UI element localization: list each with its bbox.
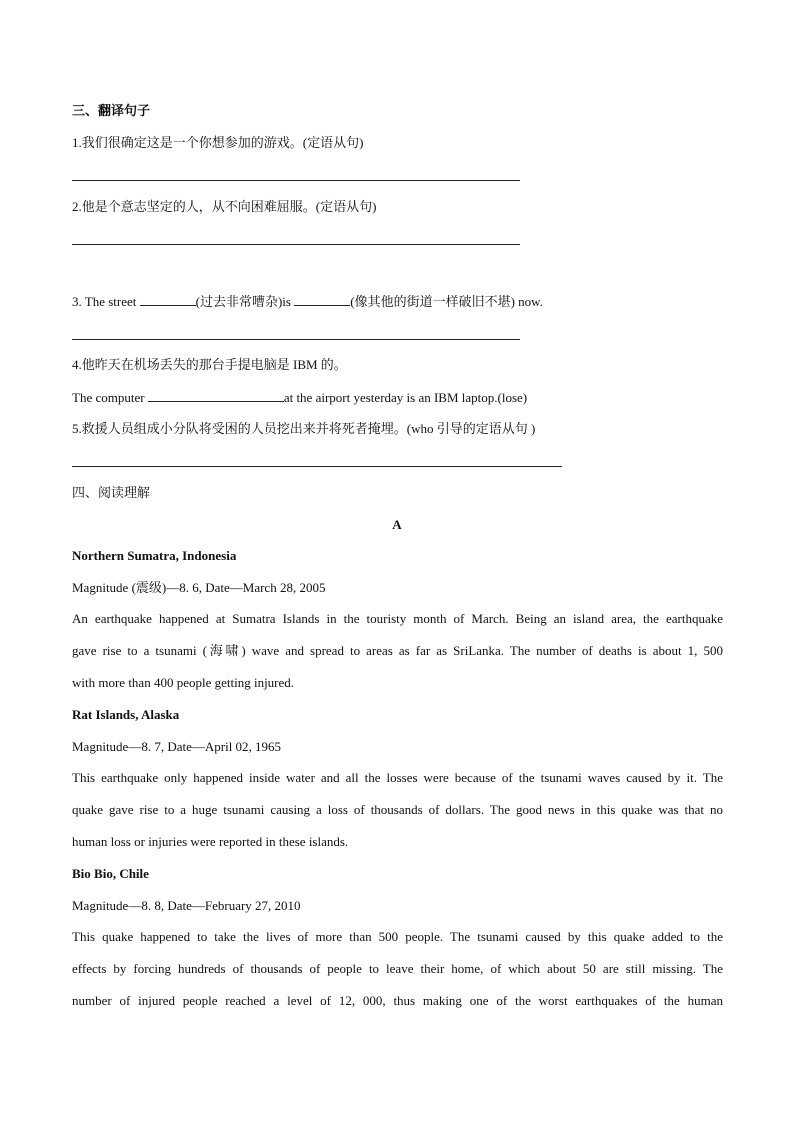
question-3-part-c: (像其他的街道一样破旧不堪) now.	[350, 294, 543, 309]
section-4-heading: 四、阅读理解	[72, 485, 151, 500]
entry-1-body	[72, 603, 723, 699]
question-4: 4.他昨天在机场丢失的那台手提电脑是 IBM 的。	[72, 357, 347, 372]
entry-2-magnitude: Magnitude—8. 7, Date—April 02, 1965	[72, 739, 282, 754]
entry-3-title: Bio Bio, Chile	[72, 866, 149, 881]
question-1: 1.我们很确定这是一个你想参加的游戏。(定语从句)	[72, 135, 364, 150]
question-4-part-b: at the airport yesterday is an IBM laptop.(lose)	[283, 390, 528, 405]
entry-1-title: Northern Sumatra, Indonesia	[72, 548, 237, 563]
question-3	[72, 293, 543, 310]
question-3-part-b: (过去非常嘈杂)is	[195, 294, 295, 309]
entry-2-line-3: human loss or injuries were reported in these islands.	[72, 834, 349, 849]
entry-1-magnitude: Magnitude (震级)—8. 6, Date—March 28, 2005	[72, 580, 326, 595]
question-5: 5.救援人员组成小分队将受困的人员挖出来并将死者掩埋。(who 引导的定语从句 )	[72, 421, 536, 436]
blank-3b[interactable]	[294, 293, 350, 306]
entry-3-line-2: effects by forcing hundreds of thousands of people to leave their home, of which about 50 are still missing. The	[72, 961, 723, 976]
blank-4[interactable]	[148, 389, 284, 402]
question-4-sentence	[72, 389, 527, 406]
entry-1-line-2: gave rise to a tsunami (海啸) wave and spread to areas as far as SriLanka. The number of deaths is about 1, 500	[72, 643, 723, 658]
question-2: 2.他是个意志坚定的人，从不向困难屈服。(定语从句)	[72, 199, 377, 214]
passage-label: A	[392, 517, 402, 532]
section-3-heading: 三、翻译句子	[72, 103, 151, 118]
entry-3-magnitude: Magnitude—8. 8, Date—February 27, 2010	[72, 898, 301, 913]
blank-3a[interactable]	[140, 293, 196, 306]
answer-line-1[interactable]	[72, 180, 520, 181]
entry-2-body	[72, 762, 723, 858]
question-4-part-a: The computer	[72, 390, 148, 405]
answer-line-5[interactable]	[72, 466, 562, 467]
entry-1-line-3: with more than 400 people getting injured.	[72, 675, 295, 690]
entry-2-line-1: This earthquake only happened inside water and all the losses were because of the tsunami waves caused by it. The	[72, 770, 723, 785]
entry-3-body	[72, 921, 723, 1017]
answer-line-3[interactable]	[72, 339, 520, 340]
entry-1-line-1: An earthquake happened at Sumatra Islands in the touristy month of March. Being an island area, the earthquake	[72, 611, 723, 626]
entry-3-line-3: number of injured people reached a level of 12, 000, thus making one of the worst earthquakes of the human	[72, 993, 723, 1008]
answer-line-2[interactable]	[72, 244, 520, 245]
entry-2-title: Rat Islands, Alaska	[72, 707, 180, 722]
entry-3-line-1: This quake happened to take the lives of more than 500 people. The tsunami caused by this quake added to the	[72, 929, 723, 944]
question-3-part-a: 3. The street	[72, 294, 140, 309]
entry-2-line-2: quake gave rise to a huge tsunami causing a loss of thousands of dollars. The good news in this quake was that no	[72, 802, 723, 817]
